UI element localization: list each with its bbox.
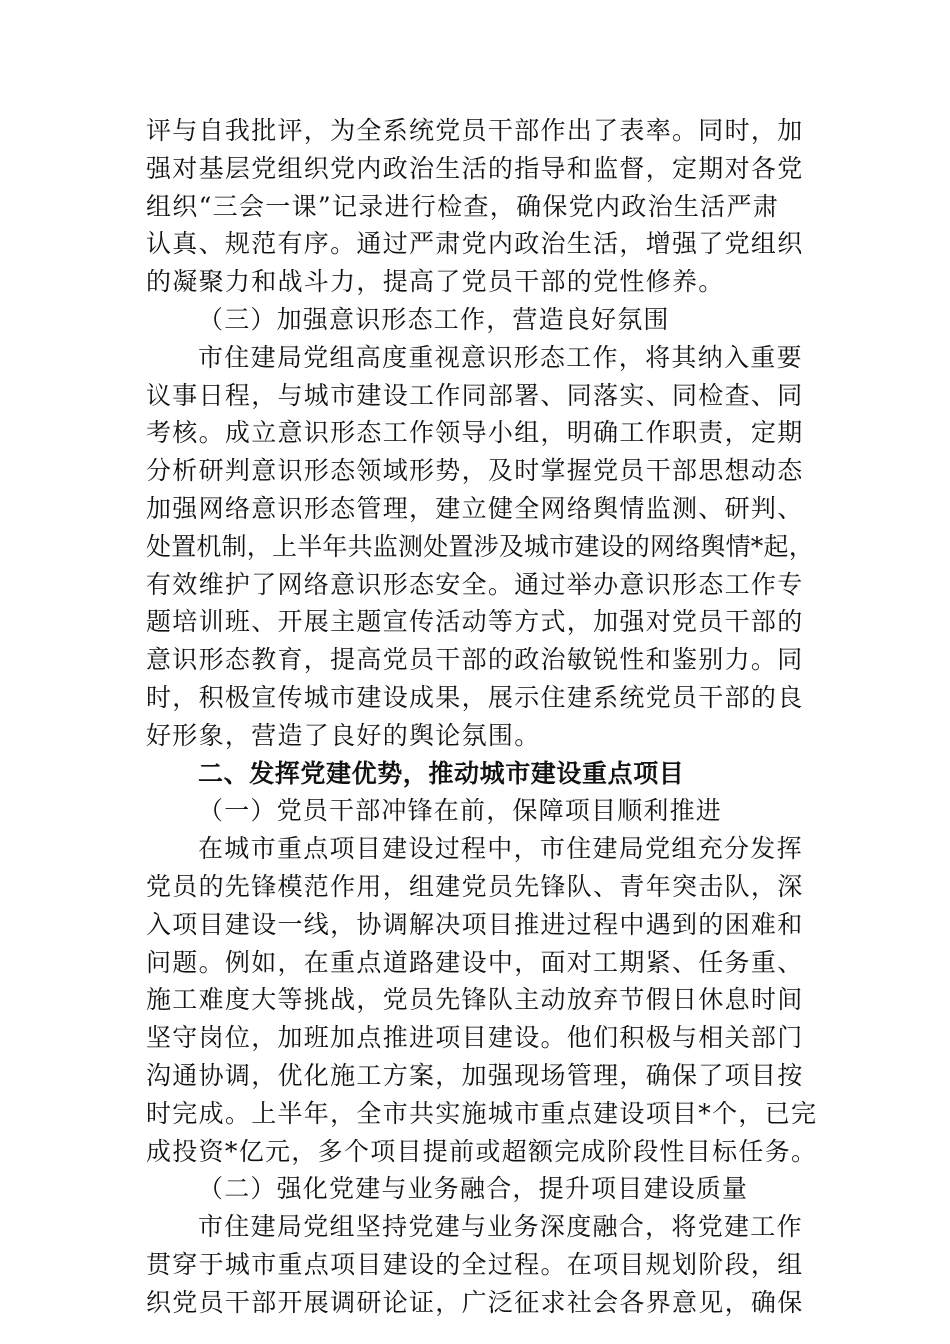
paragraph-line: 意识形态教育，提高党员干部的政治敏锐性和鉴别力。同: [146, 645, 804, 675]
paragraph-line: 问题。例如，在重点道路建设中，面对工期紧、任务重、: [146, 947, 804, 977]
paragraph-line: 有效维护了网络意识形态安全。通过举办意识形态工作专: [146, 569, 804, 599]
paragraph-line: 市住建局党组高度重视意识形态工作，将其纳入重要: [198, 342, 803, 372]
paragraph-line: 市住建局党组坚持党建与业务深度融合，将党建工作: [198, 1212, 803, 1242]
paragraph-line: 的凝聚力和战斗力，提高了党员干部的党性修养。: [146, 267, 725, 297]
paragraph-line: 织党员干部开展调研论证，广泛征求社会各界意见，确保: [146, 1287, 804, 1317]
paragraph-line: 题培训班、开展主题宣传活动等方式，加强对党员干部的: [146, 607, 804, 637]
paragraph-line: 在城市重点项目建设过程中，市住建局党组充分发挥: [198, 834, 803, 864]
paragraph-line: 好形象，营造了良好的舆论氛围。: [146, 720, 541, 750]
paragraph-line: 入项目建设一线，协调解决项目推进过程中遇到的困难和: [146, 909, 804, 939]
paragraph-line: 评与自我批评，为全系统党员干部作出了表率。同时，加: [146, 116, 804, 145]
paragraph-line: 分析研判意识形态领域形势，及时掌握党员干部思想动态: [146, 456, 804, 486]
paragraph-line: 施工难度大等挑战，党员先锋队主动放弃节假日休息时间: [146, 985, 804, 1015]
paragraph-line: 考核。成立意识形态工作领导小组，明确工作职责，定期: [146, 418, 804, 448]
paragraph-line: 处置机制，上半年共监测处置涉及城市建设的网络舆情*起，: [146, 531, 814, 561]
paragraph-line: 加强网络意识形态管理，建立健全网络舆情监测、研判、: [146, 493, 804, 523]
chapter-heading-2: 二、发挥党建优势，推动城市建设重点项目: [198, 758, 685, 788]
paragraph-line: 成投资*亿元，多个项目提前或超额完成阶段性目标任务。: [146, 1136, 818, 1166]
paragraph-line: 坚守岗位，加班加点推进项目建设。他们积极与相关部门: [146, 1023, 804, 1053]
paragraph-line: 强对基层党组织党内政治生活的指导和监督，定期对各党: [146, 153, 804, 183]
paragraph-line: 认真、规范有序。通过严肃党内政治生活，增强了党组织: [146, 229, 804, 259]
paragraph-line: 党员的先锋模范作用，组建党员先锋队、青年突击队，深: [146, 871, 804, 901]
paragraph-line: 时，积极宣传城市建设成果，展示住建系统党员干部的良: [146, 682, 804, 712]
paragraph-line: 组织“三会一课”记录进行检查，确保党内政治生活严肃: [146, 191, 780, 221]
document-page: [146, 112, 818, 1322]
paragraph-line: 贯穿于城市重点项目建设的全过程。在项目规划阶段，组: [146, 1249, 804, 1279]
paragraph-line: 沟通协调，优化施工方案，加强现场管理，确保了项目按: [146, 1060, 804, 1090]
section-heading-3: （三）加强意识形态工作，营造良好氛围: [198, 304, 670, 334]
section-heading-2: （二）强化党建与业务融合，提升项目建设质量: [198, 1174, 749, 1204]
paragraph-line: 时完成。上半年，全市共实施城市重点建设项目*个，已完: [146, 1098, 818, 1128]
paragraph-line: 议事日程，与城市建设工作同部署、同落实、同检查、同: [146, 380, 804, 410]
section-heading-1: （一）党员干部冲锋在前，保障项目顺利推进: [198, 796, 723, 826]
